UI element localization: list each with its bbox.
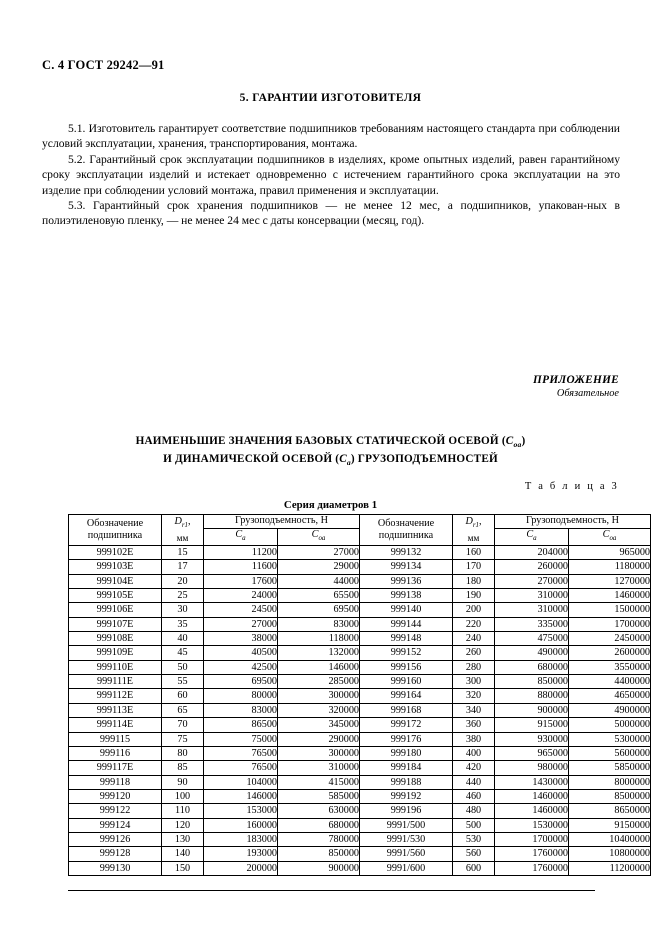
table-row	[69, 632, 651, 646]
cell-diameter-right: 380	[453, 732, 495, 746]
cell-designation-left: 999109Е	[69, 646, 162, 660]
paragraph-5-1: 5.1. Изготовитель гарантирует соответствие подшипников требованиям настоящего стандарта при соблюдении условий эксплуатации, хранения, транспортирования, монтажа.	[42, 122, 620, 151]
cell-coa-right: 8000000	[569, 775, 651, 789]
cell-diameter-right: 500	[453, 818, 495, 832]
cell-coa-right: 8650000	[569, 804, 651, 818]
cell-designation-right: 999160	[360, 675, 453, 689]
cell-designation-right: 999176	[360, 732, 453, 746]
cell-coa-left: 29000	[278, 560, 360, 574]
cell-coa-left: 65500	[278, 589, 360, 603]
cell-designation-left: 999112Е	[69, 689, 162, 703]
paragraph-5-2: 5.2. Гарантийный срок эксплуатации подшипников в изделиях, кроме опытных изделий, равен гарантийному сроку эксплуатации изделий и истекает одновременно с истечением гарантийного срока эксплуатации на это изделие при соблюдении условий монтажа, правил применения и эксплуатации.	[42, 152, 620, 197]
cell-coa-right: 10800000	[569, 847, 651, 861]
cell-ca-right: 880000	[495, 689, 569, 703]
cell-diameter-left: 60	[162, 689, 204, 703]
cell-designation-left: 999107Е	[69, 617, 162, 631]
cell-diameter-right: 480	[453, 804, 495, 818]
cell-designation-left: 999102Е	[69, 546, 162, 560]
cell-designation-left: 999111Е	[69, 675, 162, 689]
cell-designation-right: 999152	[360, 646, 453, 660]
cell-coa-left: 300000	[278, 689, 360, 703]
cell-designation-right: 999148	[360, 632, 453, 646]
cell-coa-left: 630000	[278, 804, 360, 818]
appendix-title-line-2-text-a: И ДИНАМИЧЕСКОЙ ОСЕВОЙ (	[163, 453, 340, 466]
header-diameter-left-unit: мм	[176, 533, 189, 544]
cell-coa-left: 850000	[278, 847, 360, 861]
cell-ca-left: 24000	[204, 589, 278, 603]
cell-diameter-left: 120	[162, 818, 204, 832]
cell-diameter-right: 280	[453, 660, 495, 674]
cell-diameter-right: 240	[453, 632, 495, 646]
table-row	[69, 746, 651, 760]
table-header-row-1	[69, 515, 651, 529]
appendix-label	[533, 374, 619, 400]
cell-designation-right: 999180	[360, 746, 453, 760]
cell-ca-left: 80000	[204, 689, 278, 703]
table-row	[69, 703, 651, 717]
cell-diameter-right: 440	[453, 775, 495, 789]
symbol-c-a-subscript: a	[346, 458, 351, 468]
cell-ca-right: 310000	[495, 589, 569, 603]
cell-designation-right: 999134	[360, 560, 453, 574]
cell-coa-right: 1460000	[569, 589, 651, 603]
cell-designation-right: 999184	[360, 761, 453, 775]
body-text-block	[42, 121, 620, 229]
symbol-coa-left-subscript: oa	[318, 534, 326, 542]
cell-ca-left: 42500	[204, 660, 278, 674]
cell-coa-right: 5300000	[569, 732, 651, 746]
cell-diameter-left: 130	[162, 832, 204, 846]
cell-ca-left: 200000	[204, 861, 278, 875]
header-capacity-group-left: Грузоподъемность, Н	[204, 515, 360, 529]
cell-coa-left: 69500	[278, 603, 360, 617]
table-row	[69, 617, 651, 631]
cell-coa-left: 320000	[278, 703, 360, 717]
table-row	[69, 804, 651, 818]
cell-ca-left: 24500	[204, 603, 278, 617]
symbol-d-right-comma: ,	[478, 515, 482, 527]
appendix-title-line-1-text-a: НАИМЕНЬШИЕ ЗНАЧЕНИЯ БАЗОВЫХ СТАТИЧЕСКОЙ ОСЕВОЙ (	[135, 435, 506, 447]
cell-designation-left: 999106Е	[69, 603, 162, 617]
table-number-label: Т а б л и ц а 3	[524, 481, 619, 492]
header-designation-left-line2: подшипника	[87, 530, 143, 542]
cell-ca-right: 1460000	[495, 804, 569, 818]
symbol-d-left-comma: ,	[187, 515, 191, 527]
cell-designation-left: 999113Е	[69, 703, 162, 717]
cell-ca-right: 850000	[495, 675, 569, 689]
cell-ca-right: 1430000	[495, 775, 569, 789]
cell-diameter-right: 340	[453, 703, 495, 717]
header-designation-right-line2: подшипника	[378, 530, 434, 542]
cell-designation-right: 9991/560	[360, 847, 453, 861]
cell-ca-right: 900000	[495, 703, 569, 717]
cell-ca-left: 40500	[204, 646, 278, 660]
cell-ca-right: 1700000	[495, 832, 569, 846]
table-row	[69, 718, 651, 732]
cell-diameter-left: 100	[162, 789, 204, 803]
cell-ca-right: 915000	[495, 718, 569, 732]
cell-designation-left: 999108Е	[69, 632, 162, 646]
cell-coa-right: 1270000	[569, 574, 651, 588]
table-row	[69, 832, 651, 846]
cell-coa-left: 146000	[278, 660, 360, 674]
cell-coa-left: 780000	[278, 832, 360, 846]
table-bottom-rule	[68, 890, 595, 891]
cell-ca-left: 183000	[204, 832, 278, 846]
symbol-coa-right-subscript: oa	[609, 534, 617, 542]
cell-ca-right: 204000	[495, 546, 569, 560]
table-row	[69, 761, 651, 775]
cell-designation-left: 999115	[69, 732, 162, 746]
cell-ca-left: 86500	[204, 718, 278, 732]
cell-designation-right: 999140	[360, 603, 453, 617]
cell-diameter-left: 50	[162, 660, 204, 674]
table-header	[69, 515, 651, 546]
symbol-ca-left: C	[235, 528, 243, 540]
symbol-ca-left-subscript: a	[242, 534, 246, 542]
cell-designation-left: 999114Е	[69, 718, 162, 732]
appendix-title-line-2-text-b: ) ГРУЗОПОДЪЕМНОСТЕЙ	[350, 453, 498, 466]
appendix-title-line-1-text-b: )	[521, 435, 526, 447]
cell-ca-right: 310000	[495, 603, 569, 617]
header-diameter-right-symbol	[453, 516, 494, 533]
cell-designation-left: 999124	[69, 818, 162, 832]
cell-coa-right: 4400000	[569, 675, 651, 689]
header-designation-right-line1: Обозначение	[377, 517, 435, 529]
cell-diameter-left: 85	[162, 761, 204, 775]
cell-designation-right: 999156	[360, 660, 453, 674]
cell-diameter-left: 75	[162, 732, 204, 746]
cell-diameter-left: 17	[162, 560, 204, 574]
cell-coa-right: 9150000	[569, 818, 651, 832]
cell-designation-left: 999117Е	[69, 761, 162, 775]
table-row	[69, 574, 651, 588]
cell-diameter-left: 80	[162, 746, 204, 760]
cell-designation-left: 999128	[69, 847, 162, 861]
table-row	[69, 560, 651, 574]
cell-ca-left: 11200	[204, 546, 278, 560]
cell-designation-right: 999188	[360, 775, 453, 789]
cell-diameter-right: 220	[453, 617, 495, 631]
cell-designation-right: 999138	[360, 589, 453, 603]
cell-diameter-left: 20	[162, 574, 204, 588]
cell-coa-left: 585000	[278, 789, 360, 803]
cell-coa-right: 5600000	[569, 746, 651, 760]
table-row	[69, 589, 651, 603]
cell-diameter-left: 15	[162, 546, 204, 560]
cell-ca-left: 83000	[204, 703, 278, 717]
cell-diameter-left: 45	[162, 646, 204, 660]
cell-coa-right: 1180000	[569, 560, 651, 574]
cell-coa-right: 3550000	[569, 660, 651, 674]
header-designation-left-line1: Обозначение	[86, 517, 144, 529]
cell-diameter-right: 300	[453, 675, 495, 689]
cell-designation-left: 999116	[69, 746, 162, 760]
cell-designation-right: 999164	[360, 689, 453, 703]
cell-diameter-right: 560	[453, 847, 495, 861]
header-coa-right	[569, 528, 651, 546]
cell-diameter-left: 65	[162, 703, 204, 717]
appendix-label-subtitle: Обязательное	[556, 388, 619, 399]
cell-diameter-left: 150	[162, 861, 204, 875]
cell-coa-right: 965000	[569, 546, 651, 560]
cell-designation-right: 999172	[360, 718, 453, 732]
appendix-title-line-2	[0, 452, 661, 470]
cell-designation-left: 999130	[69, 861, 162, 875]
cell-ca-left: 27000	[204, 617, 278, 631]
table-row	[69, 603, 651, 617]
table-row	[69, 789, 651, 803]
appendix-label-title: ПРИЛОЖЕНИЕ	[533, 374, 619, 386]
running-head: С. 4 ГОСТ 29242—91	[42, 58, 165, 72]
cell-ca-right: 270000	[495, 574, 569, 588]
table-row	[69, 660, 651, 674]
cell-designation-left: 999110Е	[69, 660, 162, 674]
table-row	[69, 689, 651, 703]
cell-ca-right: 680000	[495, 660, 569, 674]
cell-diameter-right: 530	[453, 832, 495, 846]
cell-coa-left: 132000	[278, 646, 360, 660]
cell-designation-right: 999196	[360, 804, 453, 818]
cell-coa-left: 310000	[278, 761, 360, 775]
cell-ca-left: 69500	[204, 675, 278, 689]
cell-coa-right: 5000000	[569, 718, 651, 732]
symbol-coa-right: C	[602, 528, 610, 540]
table-row	[69, 675, 651, 689]
cell-ca-right: 260000	[495, 560, 569, 574]
symbol-d-right: D	[465, 515, 473, 527]
cell-designation-right: 9991/500	[360, 818, 453, 832]
header-diameter-left-symbol	[162, 516, 203, 533]
cell-diameter-right: 190	[453, 589, 495, 603]
cell-coa-left: 118000	[278, 632, 360, 646]
cell-coa-right: 2450000	[569, 632, 651, 646]
cell-diameter-right: 200	[453, 603, 495, 617]
header-coa-left	[278, 528, 360, 546]
appendix-title-line-1	[0, 434, 661, 452]
cell-diameter-left: 35	[162, 617, 204, 631]
cell-ca-right: 1760000	[495, 861, 569, 875]
table-row	[69, 732, 651, 746]
cell-designation-left: 999118	[69, 775, 162, 789]
cell-diameter-right: 170	[453, 560, 495, 574]
cell-coa-left: 415000	[278, 775, 360, 789]
cell-designation-right: 999168	[360, 703, 453, 717]
cell-diameter-right: 360	[453, 718, 495, 732]
cell-ca-right: 475000	[495, 632, 569, 646]
cell-ca-left: 104000	[204, 775, 278, 789]
cell-diameter-right: 260	[453, 646, 495, 660]
table-body	[69, 546, 651, 876]
table-row	[69, 847, 651, 861]
cell-diameter-right: 460	[453, 789, 495, 803]
cell-diameter-left: 55	[162, 675, 204, 689]
cell-coa-left: 27000	[278, 546, 360, 560]
cell-designation-left: 999126	[69, 832, 162, 846]
cell-ca-right: 1760000	[495, 847, 569, 861]
symbol-c-a: C	[339, 453, 347, 466]
cell-coa-right: 4900000	[569, 703, 651, 717]
cell-coa-right: 2600000	[569, 646, 651, 660]
cell-diameter-left: 70	[162, 718, 204, 732]
capacity-table-wrapper	[68, 514, 650, 876]
cell-ca-left: 146000	[204, 789, 278, 803]
symbol-d-right-subscript: r1	[472, 521, 479, 529]
cell-designation-right: 999192	[360, 789, 453, 803]
symbol-c-oa: C	[505, 435, 514, 447]
cell-coa-right: 8500000	[569, 789, 651, 803]
cell-designation-left: 999122	[69, 804, 162, 818]
cell-coa-right: 4650000	[569, 689, 651, 703]
series-caption: Серия диаметров 1	[283, 499, 378, 511]
cell-designation-right: 999136	[360, 574, 453, 588]
cell-coa-left: 290000	[278, 732, 360, 746]
header-diameter-left	[162, 515, 204, 546]
table-row	[69, 546, 651, 560]
cell-diameter-right: 180	[453, 574, 495, 588]
cell-coa-right: 11200000	[569, 861, 651, 875]
cell-diameter-right: 600	[453, 861, 495, 875]
cell-diameter-left: 140	[162, 847, 204, 861]
symbol-d-left-subscript: r1	[181, 521, 188, 529]
cell-designation-left: 999103Е	[69, 560, 162, 574]
table-row	[69, 818, 651, 832]
cell-ca-right: 965000	[495, 746, 569, 760]
cell-ca-left: 160000	[204, 818, 278, 832]
cell-designation-right: 9991/600	[360, 861, 453, 875]
cell-diameter-left: 30	[162, 603, 204, 617]
cell-designation-left: 999105Е	[69, 589, 162, 603]
appendix-title	[0, 434, 661, 470]
cell-ca-right: 1460000	[495, 789, 569, 803]
symbol-ca-right: C	[526, 528, 534, 540]
table-row	[69, 861, 651, 875]
cell-coa-right: 1500000	[569, 603, 651, 617]
header-diameter-right-unit: мм	[467, 533, 480, 544]
header-designation-left	[69, 515, 162, 546]
cell-coa-left: 345000	[278, 718, 360, 732]
header-diameter-right	[453, 515, 495, 546]
capacity-table	[68, 514, 651, 876]
table-row	[69, 775, 651, 789]
cell-coa-left: 300000	[278, 746, 360, 760]
header-ca-right	[495, 528, 569, 546]
cell-diameter-left: 40	[162, 632, 204, 646]
cell-diameter-right: 420	[453, 761, 495, 775]
cell-designation-left: 999120	[69, 789, 162, 803]
cell-ca-left: 17600	[204, 574, 278, 588]
cell-ca-left: 75000	[204, 732, 278, 746]
cell-diameter-right: 320	[453, 689, 495, 703]
cell-coa-left: 900000	[278, 861, 360, 875]
cell-ca-left: 76500	[204, 761, 278, 775]
symbol-coa-left: C	[311, 528, 319, 540]
cell-ca-right: 980000	[495, 761, 569, 775]
cell-ca-left: 153000	[204, 804, 278, 818]
cell-ca-left: 193000	[204, 847, 278, 861]
header-capacity-group-right: Грузоподъемность, Н	[495, 515, 651, 529]
cell-designation-right: 999132	[360, 546, 453, 560]
cell-diameter-right: 160	[453, 546, 495, 560]
cell-diameter-left: 110	[162, 804, 204, 818]
cell-designation-left: 999104Е	[69, 574, 162, 588]
cell-ca-left: 11600	[204, 560, 278, 574]
symbol-d-left: D	[174, 515, 182, 527]
cell-ca-right: 335000	[495, 617, 569, 631]
cell-coa-left: 83000	[278, 617, 360, 631]
header-ca-left	[204, 528, 278, 546]
cell-ca-right: 1530000	[495, 818, 569, 832]
cell-diameter-left: 90	[162, 775, 204, 789]
cell-ca-left: 76500	[204, 746, 278, 760]
cell-coa-right: 10400000	[569, 832, 651, 846]
table-row	[69, 646, 651, 660]
cell-coa-left: 285000	[278, 675, 360, 689]
paragraph-5-3: 5.3. Гарантийный срок хранения подшипников — не менее 12 мес, а подшипников, упакован-ных в полиэтиленовую пленку, — не менее 24 мес с даты консервации (месяц, год).	[42, 199, 620, 228]
cell-diameter-left: 25	[162, 589, 204, 603]
cell-diameter-right: 400	[453, 746, 495, 760]
symbol-ca-right-subscript: a	[533, 534, 537, 542]
header-designation-right	[360, 515, 453, 546]
cell-coa-left: 44000	[278, 574, 360, 588]
symbol-c-oa-subscript: oa	[513, 440, 522, 450]
cell-coa-right: 1700000	[569, 617, 651, 631]
cell-designation-right: 999144	[360, 617, 453, 631]
cell-ca-right: 930000	[495, 732, 569, 746]
cell-coa-left: 680000	[278, 818, 360, 832]
section-heading: 5. ГАРАНТИИ ИЗГОТОВИТЕЛЯ	[239, 92, 422, 104]
cell-designation-right: 9991/530	[360, 832, 453, 846]
cell-ca-left: 38000	[204, 632, 278, 646]
cell-ca-right: 490000	[495, 646, 569, 660]
cell-coa-right: 5850000	[569, 761, 651, 775]
